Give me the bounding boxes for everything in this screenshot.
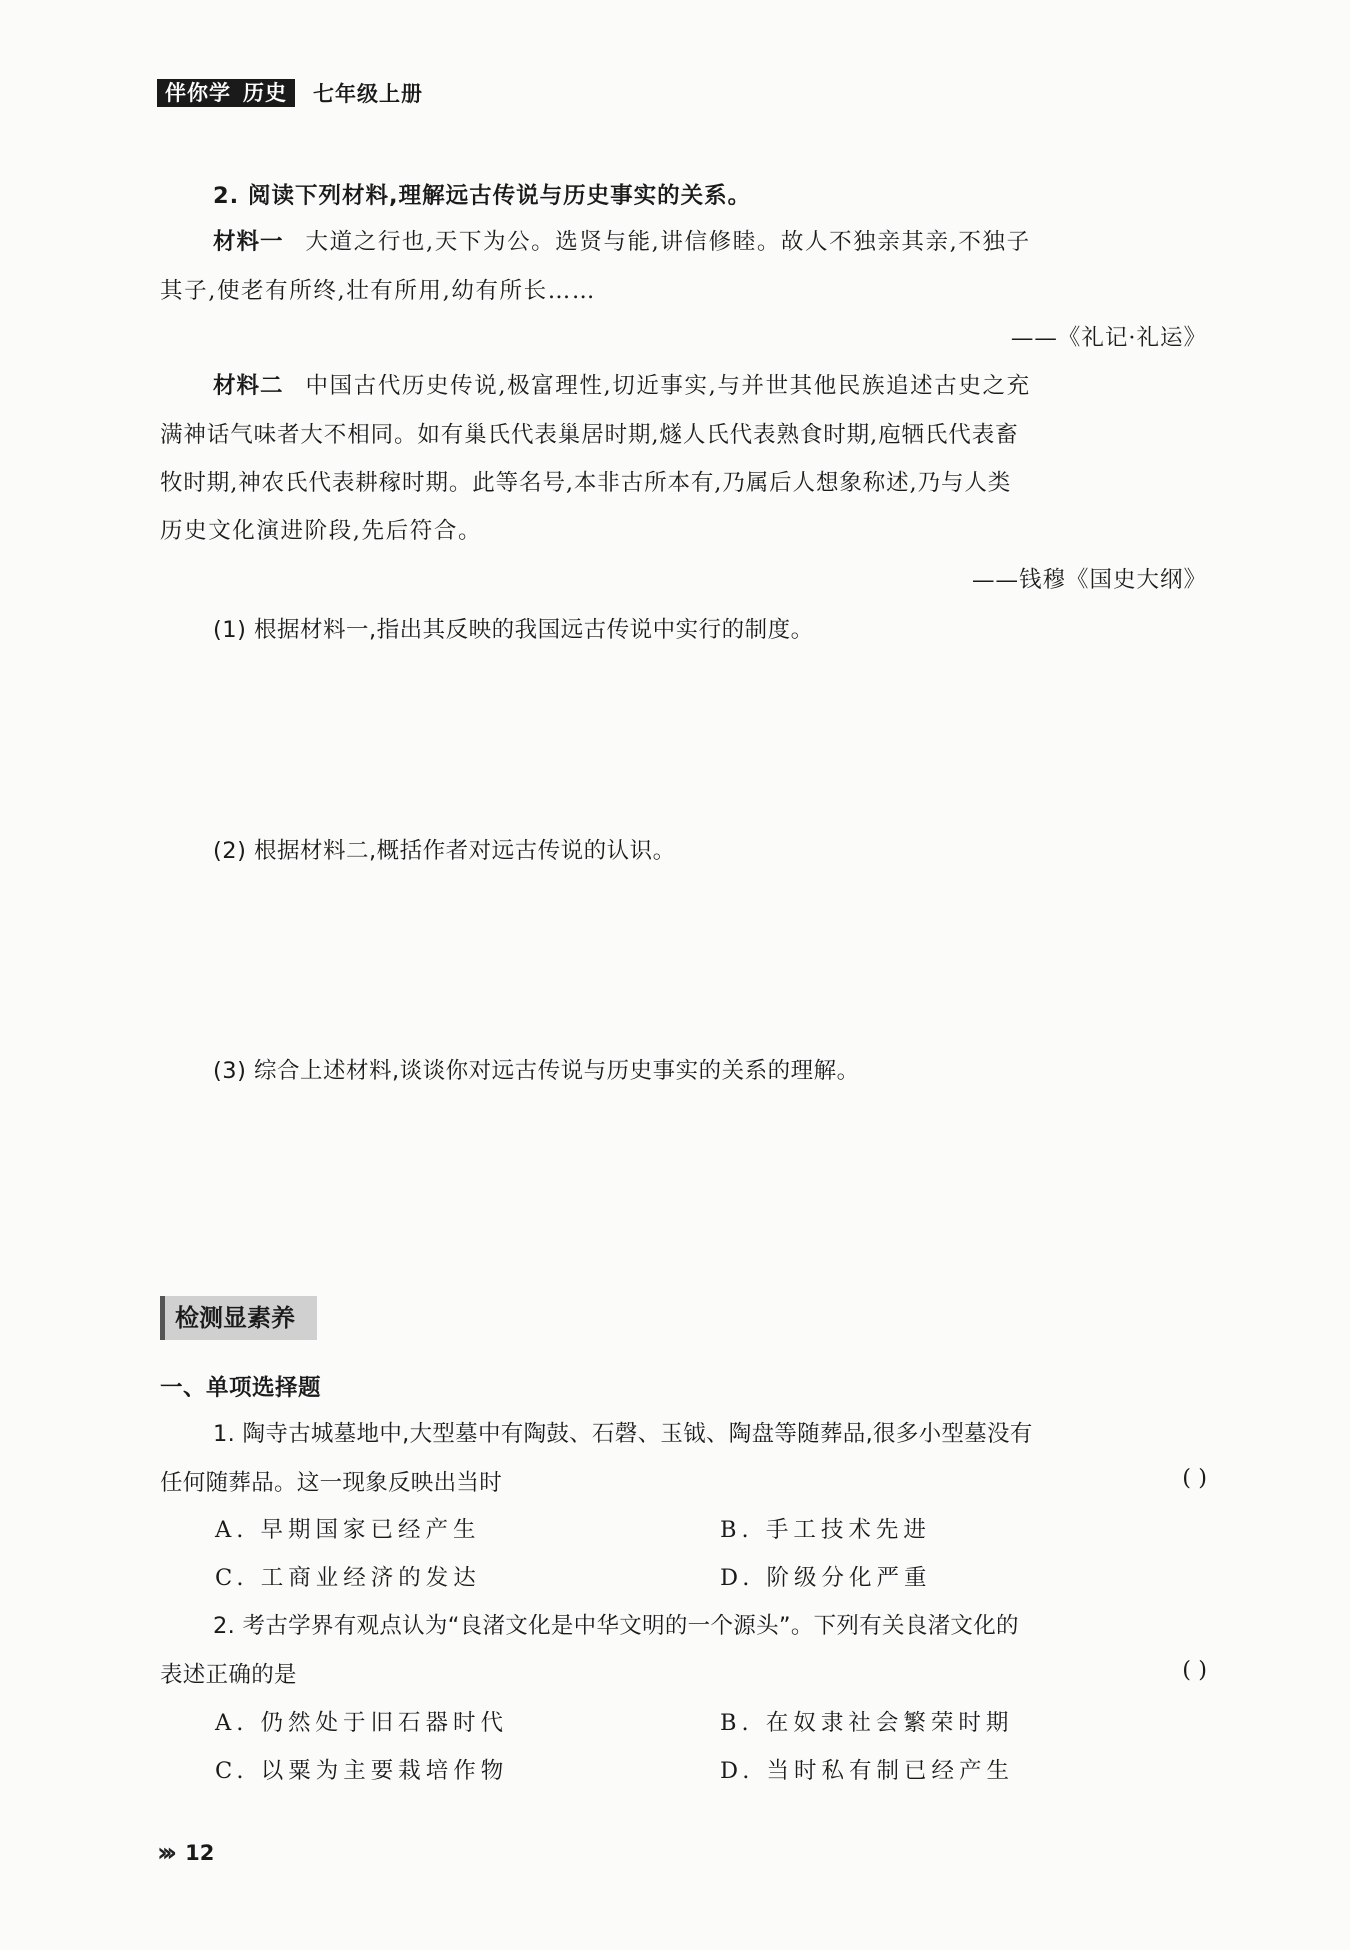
mc1-answer-blank[interactable]: ( ) — [1182, 1465, 1207, 1491]
sub-question-2: (2) 根据材料二,概括作者对远古传说的认识。 — [213, 838, 676, 864]
material-two-source: ——钱穆《国史大纲》 — [971, 567, 1207, 593]
material-two-text: 中国古代历史传说,极富理性,切近事实,与并世其他民族追述古史之充 — [305, 373, 1031, 399]
material-two-line-4: 历史文化演进阶段,先后符合。 — [160, 518, 483, 544]
part-heading: 一、单项选择题 — [160, 1375, 322, 1401]
page-footer — [157, 1838, 214, 1868]
question-title: 2. 阅读下列材料,理解远古传说与历史事实的关系。 — [213, 183, 752, 209]
mc2-stem-line-1: 2. 考古学界有观点认为“良渚文化是中华文明的一个源头”。下列有关良渚文化的 — [213, 1613, 1019, 1639]
sub-question-3: (3) 综合上述材料,谈谈你对远古传说与历史事实的关系的理解。 — [213, 1058, 860, 1084]
page-header — [157, 78, 423, 108]
mc2-option-a[interactable]: A. 仍然处于旧石器时代 — [215, 1710, 509, 1736]
material-one-text: 大道之行也,天下为公。选贤与能,讲信修睦。故人不独亲其亲,不独子 — [305, 229, 1031, 255]
mc2-answer-blank[interactable]: ( ) — [1182, 1657, 1207, 1683]
material-two-label: 材料二 — [213, 373, 284, 399]
mc2-option-b[interactable]: B. 在奴隶社会繁荣时期 — [720, 1710, 1014, 1736]
section-title: 检测显素养 — [160, 1296, 317, 1340]
mc1-option-a[interactable]: A. 早期国家已经产生 — [215, 1517, 481, 1543]
material-one-line-1 — [213, 224, 1031, 256]
material-two-line-3: 牧时期,神农氏代表耕稼时期。此等名号,本非古所本有,乃属后人想象称述,乃与人类 — [160, 470, 1012, 496]
material-one-source: ——《礼记·礼运》 — [1010, 325, 1207, 351]
brand-text: 伴你学 — [165, 81, 231, 105]
mc1-stem-line-2: 任何随葬品。这一现象反映出当时 — [160, 1470, 503, 1496]
mc2-stem-line-2: 表述正确的是 — [160, 1662, 297, 1688]
book-brand — [157, 79, 295, 107]
subject-text: 历史 — [243, 81, 287, 105]
mc1-option-b[interactable]: B. 手工技术先进 — [720, 1517, 931, 1543]
mc1-stem-line-1: 1. 陶寺古城墓地中,大型墓中有陶鼓、石磬、玉钺、陶盘等随葬品,很多小型墓没有 — [213, 1421, 1033, 1447]
chevron-right-icon: ››› — [157, 1838, 172, 1868]
grade-label: 七年级上册 — [313, 81, 423, 106]
sub-question-1: (1) 根据材料一,指出其反映的我国远古传说中实行的制度。 — [213, 617, 814, 643]
mc2-option-c[interactable]: C. 以粟为主要栽培作物 — [215, 1758, 509, 1784]
material-one-line-2: 其子,使老有所终,壮有所用,幼有所长…… — [160, 278, 596, 304]
material-two-line-1 — [213, 368, 1031, 400]
page-number: 12 — [185, 1841, 215, 1865]
material-one-label: 材料一 — [213, 229, 284, 255]
mc1-option-d[interactable]: D. 阶级分化严重 — [720, 1565, 932, 1591]
mc2-option-d[interactable]: D. 当时私有制已经产生 — [720, 1758, 1015, 1784]
mc1-option-c[interactable]: C. 工商业经济的发达 — [215, 1565, 481, 1591]
material-two-line-2: 满神话气味者大不相同。如有巢氏代表巢居时期,燧人氏代表熟食时期,庖牺氏代表畜 — [160, 422, 1019, 448]
